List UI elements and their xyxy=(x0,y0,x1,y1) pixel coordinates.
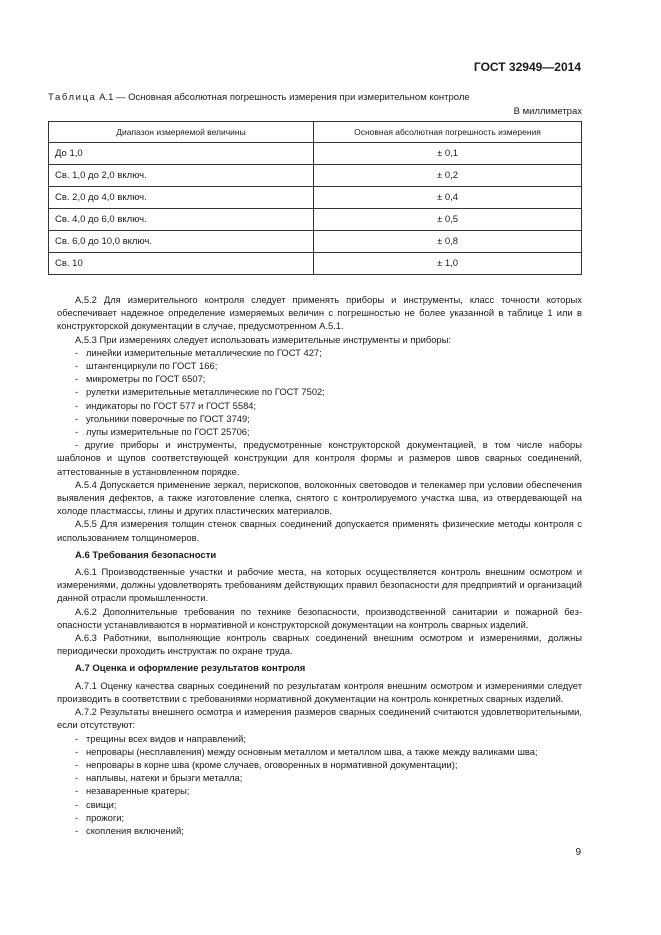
column-header-range: Диапазон измеряемой величины xyxy=(49,122,314,143)
section-title-a6: А.6 Требования безопасности xyxy=(75,549,217,561)
table-row xyxy=(49,231,582,253)
range-cell: Св. 6,0 до 10,0 включ. xyxy=(49,231,314,253)
paragraph-a63: А.6.3 Работники, выполняющие контроль сварных соединений внешним осмотром и измерениями, должны периодически проходить инструктаж по охране труда. xyxy=(57,632,582,657)
list-item: - штангенциркули по ГОСТ 166; xyxy=(75,360,218,372)
table-caption-text: А.1 — Основная абсолютная погрешность измерения при измерительном контроле xyxy=(99,92,470,103)
paragraph-a61: А.6.1 Производственные участки и рабочие места, на которых осуществляется контроль внешним осмотром и измерениями, должны удовлетворять требованиям действующих правил безопасности для предприятий и организаций данной отрасли промышленности. xyxy=(57,566,582,604)
list-item: - угольники поверочные по ГОСТ 3749; xyxy=(75,412,250,424)
list-item: - линейки измерительные металлические по ГОСТ 427; xyxy=(75,346,322,358)
error-cell: ± 0,8 xyxy=(314,231,582,253)
paragraph-a52: А.5.2 Для измерительного контроля следует применять приборы и инструменты, класс точности которых обеспечивает надежное определение измеряемых величин с погрешностью не более указанной в таблице 1 или в конструкторской документации в случае, предусмотренном А.5.1. xyxy=(57,294,582,332)
column-header-error: Основная абсолютная погрешность измерения xyxy=(314,122,582,143)
table-caption xyxy=(48,92,470,103)
list-item: - непровары (несплавления) между основным металлом и металлом шва, а также между валиками шва; xyxy=(75,745,538,757)
list-item: - микрометры по ГОСТ 6507; xyxy=(75,373,206,385)
list-item: - незаваренные кратеры; xyxy=(75,785,190,797)
range-cell: Св. 10 xyxy=(49,253,314,275)
table-caption-label: Таблица xyxy=(48,92,97,103)
list-item: - скопления включений; xyxy=(75,824,184,836)
paragraph-a55: А.5.5 Для измерения толщин стенок сварных соединений допускается применять физические методы контроля с использованием толщиномеров. xyxy=(57,518,582,543)
table-header-row xyxy=(49,122,582,143)
list-item: - трещины всех видов и направлений; xyxy=(75,732,246,744)
paragraph-a53: А.5.3 При измерениях следует использовать измерительные инструменты и приборы: xyxy=(75,333,452,345)
table-row xyxy=(49,209,582,231)
list-item: - свищи; xyxy=(75,798,117,810)
error-cell: ± 0,4 xyxy=(314,187,582,209)
error-cell: ± 0,1 xyxy=(314,143,582,165)
list-item: - прожоги; xyxy=(75,811,125,823)
paragraph-a54: А.5.4 Допускается применение зеркал, перископов, волоконных световодов и телекамер при условии обеспечения выявления дефектов, а также изготовление слепка, снятого с контролируемого участка шва, из отвердевающей на холоде пластмассы, глины и других пластических материалов. xyxy=(57,478,582,517)
list-item: - индикаторы по ГОСТ 577 и ГОСТ 5584; xyxy=(75,399,257,411)
list-item: - наплывы, натеки и брызги металла; xyxy=(75,772,243,784)
table-row xyxy=(49,253,582,275)
page-number: 9 xyxy=(575,847,581,858)
error-cell: ± 0,2 xyxy=(314,165,582,187)
paragraph-a71: А.7.1 Оценку качества сварных соединений по результатам контроля внешним осмотром и измерениями следует производить в соответствии с требованиями нормативной документации на контроль конкретных сварных изделий. xyxy=(57,679,582,704)
paragraph-a72: А.7.2 Результаты внешнего осмотра и измерения размеров сварных соединений считаются удовлетворительными, если отсутствуют: xyxy=(57,706,582,731)
table-row xyxy=(49,187,582,209)
error-cell: ± 1,0 xyxy=(314,253,582,275)
paragraph-a53-other: - другие приборы и инструменты, предусмотренные конструкторской документацией, в том числе наборы шаблонов и щупов соответствующей конструкции для контроля формы и размеров швов сварных соединений, аттестованные в установленном порядке. xyxy=(57,439,582,477)
range-cell: Св. 2,0 до 4,0 включ. xyxy=(49,187,314,209)
list-item: - лупы измерительные по ГОСТ 25706; xyxy=(75,426,250,438)
table-row xyxy=(49,143,582,165)
range-cell: Св. 4,0 до 6,0 включ. xyxy=(49,209,314,231)
measurement-error-table xyxy=(48,121,582,275)
section-title-a7: А.7 Оценка и оформление результатов контроля xyxy=(75,663,306,675)
range-cell: До 1,0 xyxy=(49,143,314,165)
list-item: - непровары в корне шва (кроме случаев, оговоренных в нормативной документации); xyxy=(75,758,458,770)
document-code: ГОСТ 32949—2014 xyxy=(473,60,581,74)
table-units: В миллиметрах xyxy=(513,106,582,117)
error-cell: ± 0,5 xyxy=(314,209,582,231)
document-body xyxy=(57,293,582,837)
table-row xyxy=(49,165,582,187)
list-item: - рулетки измерительные металлические по ГОСТ 7502; xyxy=(75,386,325,398)
paragraph-a62: А.6.2 Дополнительные требования по технике безопасности, производственной санитарии и пожарной безопасности устанавливаются в нормативной и конструкторской документации на контроль сварных изделий. xyxy=(57,605,582,630)
range-cell: Св. 1,0 до 2,0 включ. xyxy=(49,165,314,187)
